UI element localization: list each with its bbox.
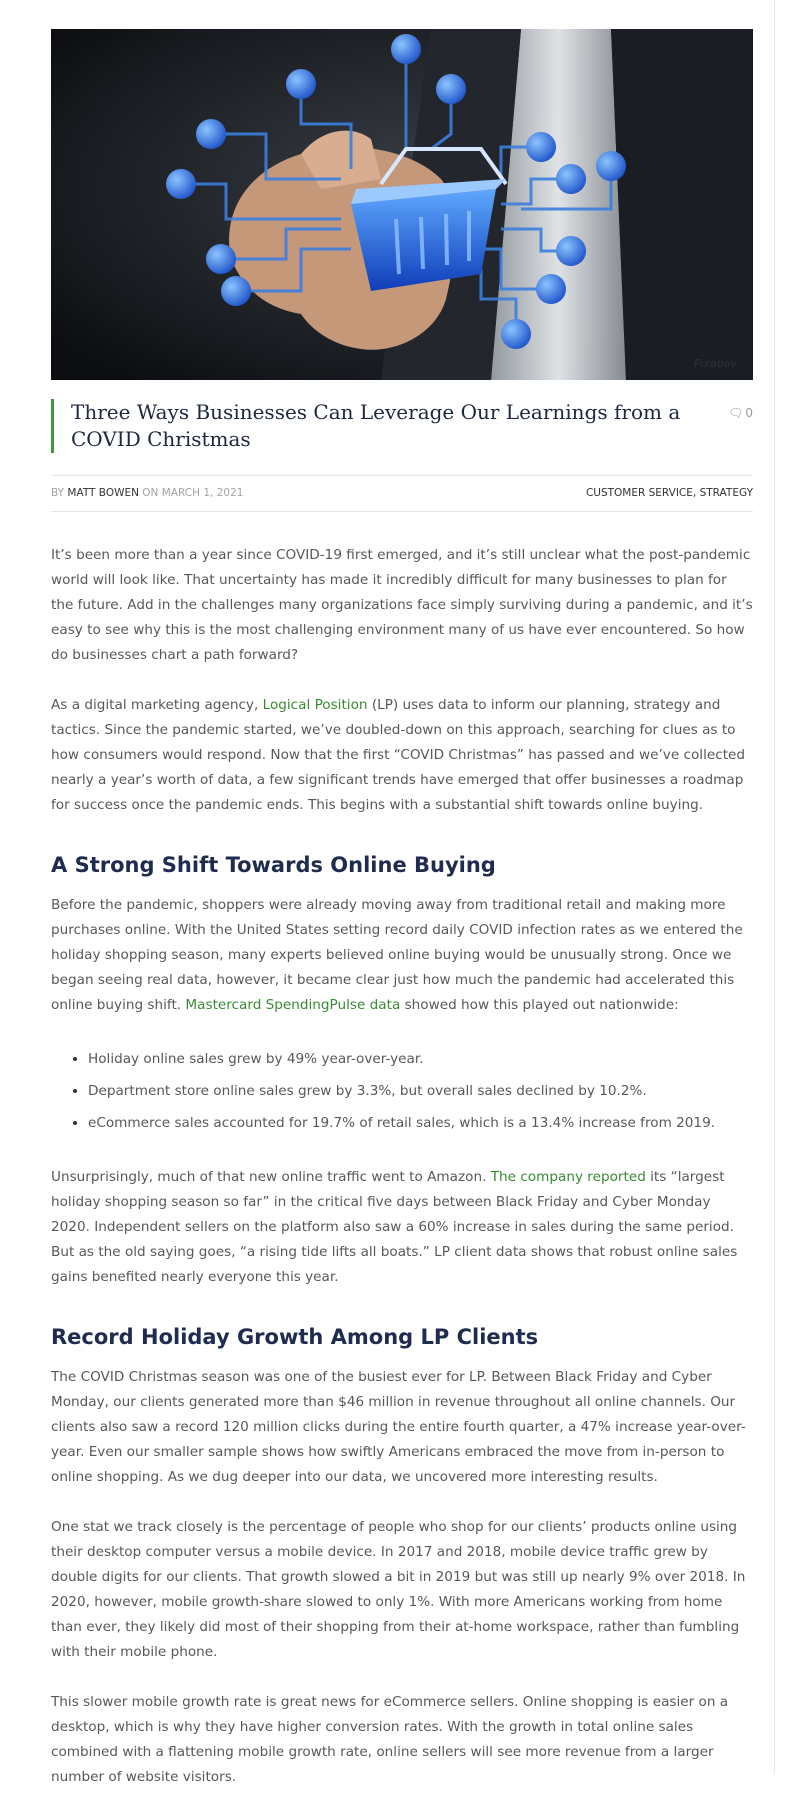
heading-online-buying: A Strong Shift Towards Online Buying [51,853,496,877]
byline-by: BY [51,487,65,499]
post-categories [586,487,753,507]
paragraph-text: (LP) uses data to inform our planning, strategy and tactics. Since the pandemic started, we’ve doubled-down on this approach, searching for clues as to how consumers would respond. Now that the first “COVID Christmas” has passed and we’ve collected nearly a year’s worth of data, a few significant trends have emerged that offer businesses a roadmap for success once the pandemic ends. This begins with a substantial shift towards online buying. [51,697,746,813]
heading-record-holiday-growth: Record Holiday Growth Among LP Clients [51,1325,539,1349]
comment-count-link[interactable] [728,406,753,420]
byline-on: ON [142,487,159,499]
comment-icon: 🗨 [728,406,744,420]
paragraph-amazon [51,1165,753,1290]
paragraph-text: Unsurprisingly, much of that new online traffic went to Amazon. [51,1169,491,1185]
image-credit: Pixabay [693,357,737,370]
paragraph-text: Before the pandemic, shoppers were already moving away from traditional retail and making more purchases online. With the United States setting record daily COVID infection rates as we entered the holiday shopping season, many experts believed online buying would be unusually strong. Once we began seeing real data, however, it became clear just how much the pandemic had accelerated this online buying shift. [51,897,743,1013]
stats-list [51,1043,753,1139]
post-title-block [51,399,753,453]
sidebar-divider [774,0,775,1773]
paragraph-covid-christmas: The COVID Christmas season was one of the busiest ever for LP. Between Black Friday and Cyber Monday, our clients generated more than $46 million in revenue throughout all online channels. Our clients also saw a record 120 million clicks during the entire fourth quarter, a 47% increase year-over-year. Even our smaller sample shows how swiftly Americans embraced the move from in-person to online shopping. As we dug deeper into our data, we uncovered more interesting results. [51,1369,746,1485]
list-item: • Department store online sales grew by 3.3%, but overall sales declined by 10.2%. [88,1075,753,1107]
paragraph-desktop-vs-mobile: One stat we track closely is the percentage of people who shop for our clients’ products online using their desktop computer versus a mobile device. In 2017 and 2018, mobile device traffic grew by double digits for our clients. That growth slowed a bit in 2019 but was still up nearly 9% over 2018. In 2020, however, mobile growth-share slowed to only 1%. With more Americans working from home than ever, they likely did most of their shopping from their at-home workspace, rather than fumbling with their mobile phone. [51,1519,746,1660]
meta-divider [51,511,753,512]
paragraph-pandemic-shoppers [51,893,753,1018]
paragraph-mobile-growth: This slower mobile growth rate is great news for eCommerce sellers. Online shopping is easier on a desktop, which is why they have higher conversion rates. With the growth in total online sales combined with a flattening mobile growth rate, online sellers will see more revenue from a larger number of website visitors. [51,1694,729,1785]
author-link[interactable]: MATT BOWEN [67,487,139,499]
featured-image-artwork [51,29,753,380]
post-meta [51,475,753,507]
post-byline [51,487,243,507]
category-link-strategy[interactable]: STRATEGY [699,487,753,499]
paragraph-intro: It’s been more than a year since COVID-19 first emerged, and it’s still unclear what the post-pandemic world will look like. That uncertainty has made it incredibly difficult for many businesses to plan for the future. Add in the challenges many organizations face simply surviving during a pandemic, and it’s easy to see why this is the most challenging environment many of us have ever encountered. So how do businesses chart a path forward? [51,547,753,663]
paragraph-text: its “largest holiday shopping season so far” in the critical five days between Black Friday and Cyber Monday 2020. Independent sellers on the platform also saw a 60% increase in sales during the same period. But as the old saying goes, “a rising tide lifts all boats.” LP client data shows that robust online sales gains benefited nearly everyone this year. [51,1169,738,1285]
featured-image[interactable] [51,29,753,380]
post-title[interactable]: Three Ways Businesses Can Leverage Our Learnings from a COVID Christmas [71,400,681,451]
list-item: • Holiday online sales grew by 49% year-over-year. [88,1043,753,1075]
post-column [51,29,753,1815]
mastercard-spendingpulse-link[interactable]: Mastercard SpendingPulse data [185,997,401,1013]
category-link-customer-service[interactable]: CUSTOMER SERVICE [585,487,693,499]
company-reported-link[interactable]: The company reported [490,1169,646,1185]
list-item: • eCommerce sales accounted for 19.7% of retail sales, which is a 13.4% increase from 2019. [88,1107,753,1139]
post-date: MARCH 1, 2021 [161,487,244,499]
paragraph-text: As a digital marketing agency, [51,697,263,713]
comment-count: 0 [745,406,753,420]
logical-position-link[interactable]: Logical Position [262,697,368,713]
paragraph-text: showed how this played out nationwide: [400,997,679,1013]
post-content [51,543,753,1790]
paragraph-agency [51,693,753,818]
category-separator: , [692,487,697,499]
